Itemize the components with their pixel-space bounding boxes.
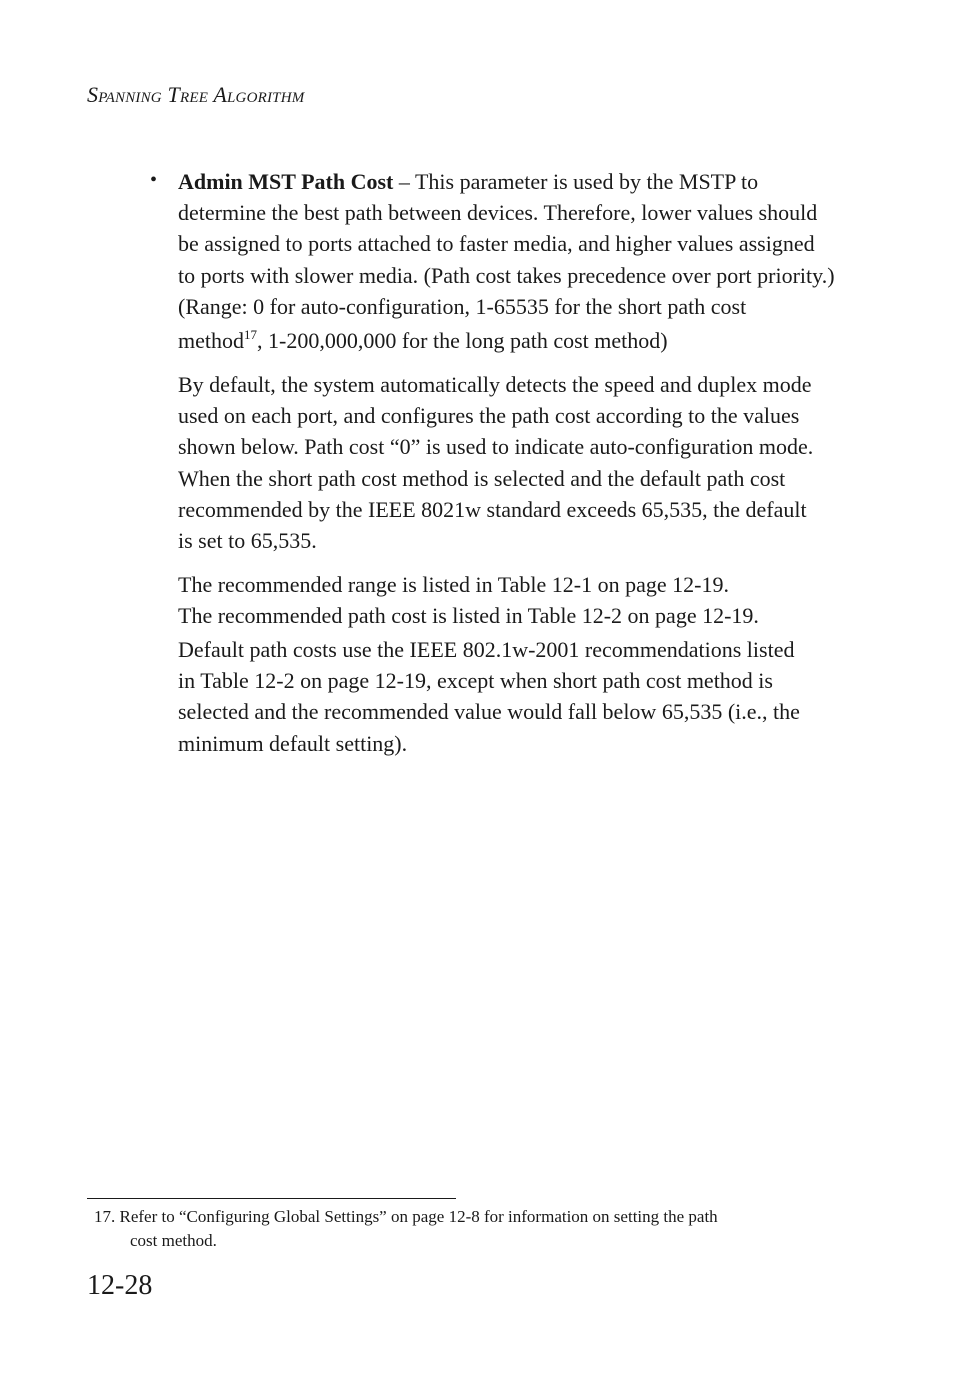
paragraph-line: Default path costs use the IEEE 802.1w-2001 recommendations listed (178, 637, 795, 662)
paragraph-line: The recommended path cost is listed in Table 12-2 on page 12-19. (178, 603, 759, 629)
bullet-line-6-end: , 1-200,000,000 for the long path cost method) (257, 327, 668, 353)
paragraph-line: When the short path cost method is selected and the default path cost (178, 465, 786, 491)
bullet-marker: • (150, 169, 158, 191)
bullet-line-3: be assigned to ports attached to faster media, and higher values assigned (178, 231, 815, 257)
paragraph-default-detection (178, 369, 848, 556)
footnote-divider (87, 1198, 456, 1199)
running-head: Spanning Tree Algorithm (87, 82, 305, 107)
bullet-line-2: determine the best path between devices. Therefore, lower values should (178, 200, 818, 226)
paragraph-line: selected and the recommended value would fall below 65,535 (i.e., the (178, 699, 800, 725)
paragraph-line: in Table 12-2 on page 12-19, except when short path cost method is (178, 668, 773, 694)
paragraph-line: recommended by the IEEE 8021w standard exceeds 65,535, the default (178, 496, 807, 522)
bullet-line-1 (178, 166, 848, 197)
paragraph-recommended-values (178, 569, 848, 631)
bullet-line-5: (Range: 0 for auto-configuration, 1-65535 for the short path cost (178, 293, 747, 319)
footnote (94, 1205, 854, 1253)
paragraph-ieee-recommendations (178, 634, 848, 759)
bullet-line-6-start: method (178, 327, 244, 353)
paragraph-line: The recommended range is listed in Table 12-1 on page 12-19. (178, 572, 729, 597)
term-admin-mst-path-cost: Admin MST Path Cost (178, 169, 394, 194)
paragraph-line: is set to 65,535. (178, 527, 317, 553)
footnote-reference: 17 (244, 326, 257, 342)
bullet-line-4: to ports with slower media. (Path cost takes precedence over port priority.) (178, 262, 835, 288)
footnote-line-2: cost method. (130, 1231, 217, 1250)
bullet-line-1-text: – This parameter is used by the MSTP to (393, 169, 759, 194)
paragraph-line: shown below. Path cost “0” is used to indicate auto-configuration mode. (178, 434, 814, 460)
paragraph-line: By default, the system automatically detects the speed and duplex mode (178, 372, 812, 397)
paragraph-line: used on each port, and configures the path cost according to the values (178, 403, 800, 429)
page-number: 12-28 (87, 1270, 153, 1301)
footnote-line-1: 17. Refer to “Configuring Global Settings” on page 12-8 for information on setting the path (94, 1207, 718, 1226)
bullet-line-6 (178, 325, 848, 356)
paragraph-line: minimum default setting). (178, 730, 408, 756)
bullet-item-admin-mst-path-cost (178, 166, 848, 356)
